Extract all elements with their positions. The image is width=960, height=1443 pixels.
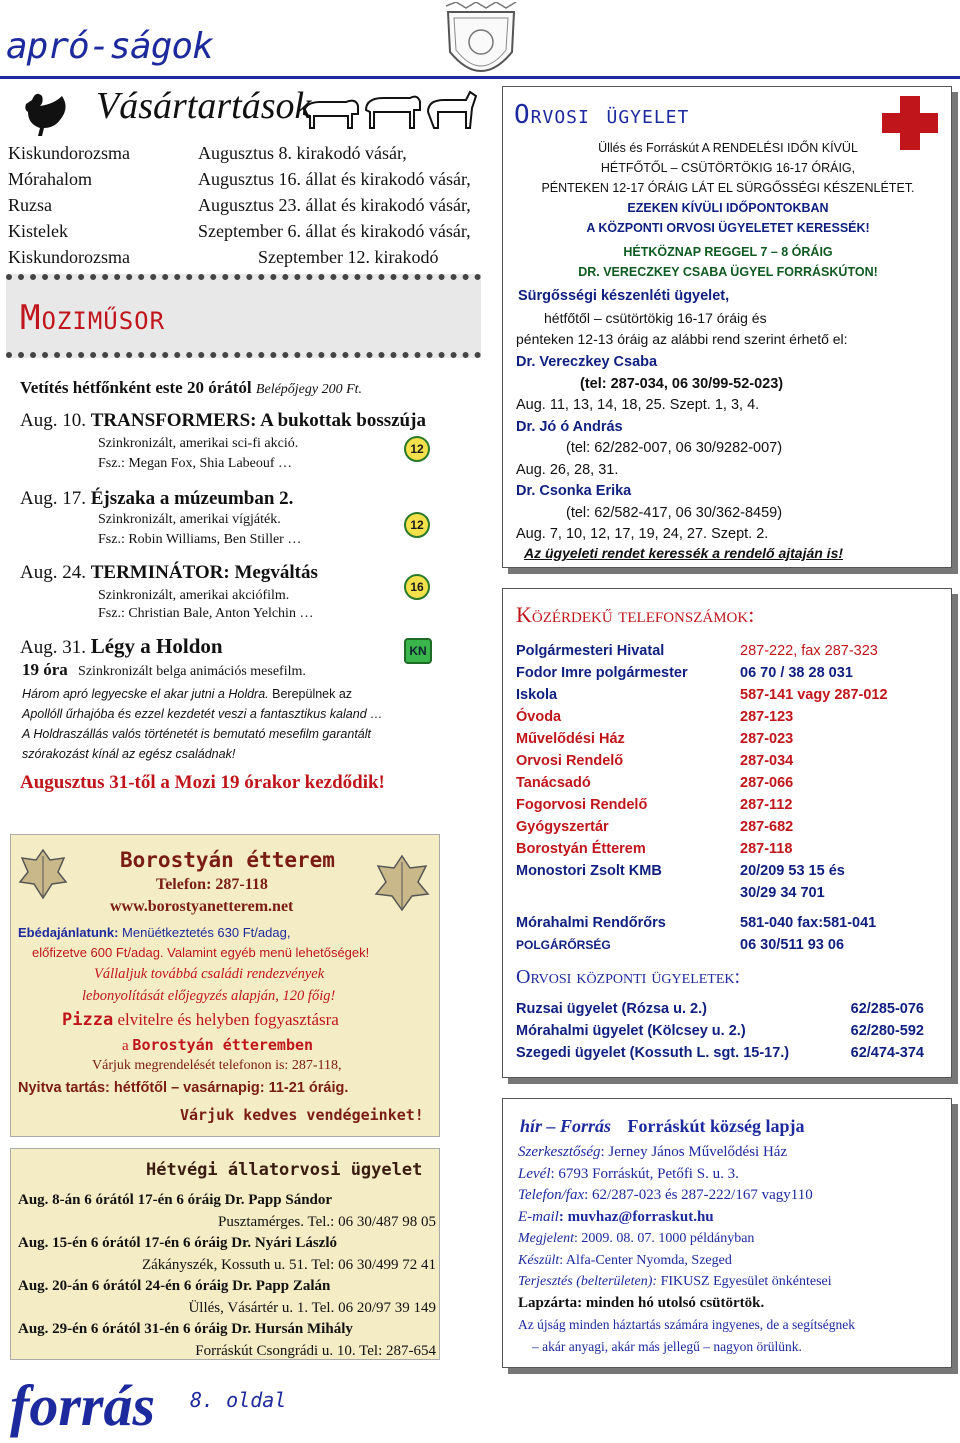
central-duty-title: Orvosi központi ügyeletek: [516,966,741,988]
phone-name: Művelődési Ház [516,731,625,747]
film-title: TERMINÁTOR: Megváltás [90,562,318,583]
table-row [516,912,944,934]
vet-title: Hétvégi állatorvosi ügyelet [146,1160,423,1180]
phone-name: Fodor Imre polgármester [516,665,688,681]
imprint-value: : 6793 Forráskút, Petőfi S. u. 3. [550,1165,739,1182]
masthead-name: hír – Forrás [520,1116,612,1136]
imprint-label: Készült [518,1252,560,1268]
imprint-value: : 62/287-023 és 287-222/167 vagy110 [584,1187,813,1203]
lunch-label: Ebédajánlatunk: [18,925,119,940]
table-row [516,934,944,956]
synopsis-5: szórakozást kínál az egész családnak! [22,747,236,761]
film-heading [20,634,223,659]
synopsis-4: A Holdraszállás valós történetét is bemutató mesefilm garantált [22,727,372,741]
duty-line: EZEKEN KÍVÜLI IDŐPONTOKBAN [627,201,829,215]
film-heading [20,410,426,432]
table-row [516,640,944,662]
lunch-text-2: előfizetve 600 Ft/adag. Valamint egyéb menü lehetőségek! [32,945,370,960]
market-town: Kistelek [8,221,68,241]
central-duty-table [516,998,944,1064]
phone-number: 06 30/511 93 06 [740,937,845,953]
market-town: Kiskundorozsma [8,247,130,267]
schedule-text: Vetítés hétfőnként este 20 órától [20,378,252,397]
table-row [516,816,944,838]
film-desc: Szinkronizált, amerikai akciófilm. [98,588,290,603]
vet-line: Aug. 29-én 6 órától 31-én 6 óráig Dr. Hursán Mihály [18,1321,353,1337]
rooster-icon [14,88,74,138]
vet-address: Üllés, Vásártér u. 1. Tel. 06 20/97 39 149 [188,1299,436,1316]
vet-line: Aug. 20-án 6 órától 24-én 6 óráig Dr. Papp Zalán [18,1278,331,1294]
film-desc: Szinkronizált, amerikai vígjáték. [98,512,281,527]
phone-name: Óvoda [516,709,562,725]
phone-name: Polgármesteri Hivatal [516,643,665,659]
film-synopsis [22,684,440,764]
markets-heading: Vásártartások [96,85,312,127]
section-title: apró-ságok [6,26,213,67]
imprint-details [518,1142,948,1357]
masthead-sub: Forráskút község lapja [627,1116,805,1136]
film-heading [20,562,318,584]
phone-number: 287-123 [740,709,794,725]
doctor-days: Aug. 26, 28, 31. [516,461,619,478]
film-date: Aug. 24. [20,562,86,583]
table-row [516,750,944,772]
phone-number: 581-040 fax:581-041 [740,915,877,931]
film-cast: Fsz.: Megan Fox, Shia Labeouf … [98,456,293,471]
phone-directory-title: Közérdekű telefonszámok: [516,602,755,627]
opening-hours [18,1080,348,1096]
markets-table [8,140,478,296]
phone-name: Iskola [516,687,558,703]
lunch-text: Menüétkeztetés 630 Ft/adag, [122,925,291,940]
pizza-a: a [122,1038,129,1054]
lunch-offer [18,925,290,940]
pizza-line [62,1010,339,1030]
restaurant-phone: Telefon: 287-118 [156,876,268,893]
table-row [516,998,944,1020]
market-event: Augusztus 8. kirakodó vásár, [198,143,407,163]
livestock-icon [300,84,480,134]
phone-number: 287-023 [740,731,794,747]
doctor-name: Dr. Csonka Erika [516,483,632,499]
duty-number: 62/474-374 [850,1045,924,1061]
film-date: Aug. 31. [20,637,86,658]
phone-name: Fogorvosi Rendelő [516,797,648,813]
film-time: 19 óra [22,660,68,679]
market-town: Ruzsa [8,195,52,215]
ivy-leaf-icon [372,852,432,914]
age-rating-badge: 12 [404,436,430,462]
duty-line: A KÖZPONTI ORVOSI ÜGYELETET KERESSÉK! [586,221,870,235]
phone-name: POLGÁRŐRSÉG [516,938,611,952]
synopsis-2: Berepülnek az [272,687,353,701]
vet-address: Forráskút Csongrádi u. 10. Tel: 287-654 [195,1342,436,1359]
film-time-line [22,660,306,680]
duty-place: Szegedi ügyelet (Kossuth L. sgt. 15-17.) [516,1045,790,1061]
phone-name: Monostori Zsolt KMB [516,863,662,879]
doctor-tel: (tel: 62/582-417, 06 30/362-8459) [566,504,783,521]
imprint-label: Szerkesztőség [518,1144,601,1160]
duty-line: PÉNTEKEN 12-17 ÓRÁIG LÁT EL SÜRGŐSSÉGI KÉSZENLÉTET. [541,181,915,195]
hours-text: : hétfőtől – vasárnapig: 11-21 óráig. [105,1080,349,1096]
phone-name: Borostyán Étterem [516,841,646,857]
film-title: Légy a Holdon [90,634,223,658]
table-row [516,706,944,728]
phone-name [516,882,740,904]
doctor-tel: (tel: 62/282-007, 06 30/9282-007) [566,440,783,456]
imprint-label: Levél [518,1165,551,1182]
duty-line: DR. VERECZKEY CSABA ÜGYEL FORRÁSKÚTON! [578,265,878,279]
phone-number: 30/29 34 701 [740,885,825,901]
imprint-value: : Alfa-Center Nyomda, Szeged [559,1252,732,1268]
urgent-care-line: Sürgősségi készenléti ügyelet, [518,288,730,304]
film-date: Aug. 10. [20,410,86,431]
duty-place: Ruzsai ügyelet (Rózsa u. 2.) [516,1001,707,1017]
table-row [516,882,944,904]
imprint-label: Telefon/fax [518,1187,585,1203]
donation-notice: – akár anyagi, akár más jellegű – nagyon örülünk. [532,1338,802,1354]
table-row [516,838,944,860]
list-item [8,192,478,218]
pizza-place-line [122,1036,313,1055]
medical-duty-intro [508,138,948,282]
table-row [516,794,944,816]
page-number: 8. oldal [190,1388,287,1412]
imprint-value: FIKUSZ Egyesület önkéntesei [660,1274,832,1289]
vet-address: Pusztamérges. Tel.: 06 30/487 98 05 [218,1213,436,1230]
market-event: Augusztus 16. állat és kirakodó vásár, [198,169,471,189]
table-row [516,684,944,706]
duty-line: HÉTKÖZNAP REGGEL 7 – 8 ÓRÁIG [623,245,833,259]
film-cast: Fsz.: Robin Williams, Ben Stiller … [98,532,302,547]
duty-place: Mórahalmi ügyelet (Kölcsey u. 2.) [516,1023,746,1039]
doctor-tel: (tel: 287-034, 06 30/99-52-023) [580,375,784,392]
restaurant-name: Borostyán étterem [120,848,335,872]
phone-number: 20/209 53 15 és [740,863,845,879]
phone-number: 587-141 vagy 287-012 [740,687,888,703]
family-events-1: Vállaljuk továbbá családi rendezvények [94,966,325,982]
medical-duty-title: Orvosi ügyelet [514,100,690,130]
vet-line: Aug. 15-én 6 órától 17-én 6 óráig Dr. Nyári László [18,1235,337,1251]
age-rating-badge: 12 [404,512,430,538]
phone-number: 287-066 [740,775,794,791]
phone-number: 287-682 [740,819,794,835]
imprint-label: Terjesztés (belterületen): [518,1274,658,1289]
free-notice: Az újság minden háztartás számára ingyenes, de a segítségnek [518,1317,855,1332]
imprint-label: E-mail [518,1208,559,1225]
film-cast: Fsz.: Christian Bale, Anton Yelchin … [98,606,314,621]
film-title: TRANSFORMERS: A bukottak bosszúja [90,410,426,431]
table-row [516,662,944,684]
imprint-value: : 2009. 08. 07. 1000 példányban [573,1231,755,1246]
doctor-days: Aug. 7, 10, 12, 17, 19, 24, 27. Szept. 2. [516,526,769,542]
masthead [520,1116,805,1137]
phone-number: 287-222, fax 287-323 [740,643,878,659]
welcome-line: Várjuk kedves vendégeinket! [180,1106,424,1124]
deadline: Lapzárta: minden hó utolsó csütörtök. [518,1294,765,1311]
market-event: Szeptember 6. állat és kirakodó vásár, [198,221,471,241]
list-item [8,140,478,166]
table-row [516,860,944,882]
hours-label: Nyitva tartás [18,1080,106,1096]
age-rating-badge: 16 [404,574,430,600]
urgent-care-rule: pénteken 12-13 óráig az alábbi rend szerint érhető el: [516,331,848,347]
duty-footer: Az ügyeleti rendet keressék a rendelő ajtaján is! [524,545,844,561]
film-desc: Szinkronizált, amerikai sci-fi akció. [98,436,299,451]
doctor-list [516,352,946,546]
vet-list [18,1190,436,1362]
pizza-text: elvitelre és helyben fogyasztásra [117,1010,339,1029]
pizza-word: Pizza [62,1010,114,1030]
ivy-leaf-icon [18,846,68,902]
list-item [8,218,478,244]
phone-table [516,640,944,956]
phone-number: 287-112 [740,797,793,813]
film-desc: Szinkronizált belga animációs mesefilm. [78,664,306,679]
duty-line: Üllés és Forráskút A RENDELÉSI IDŐN KÍVÜL [598,141,858,155]
table-row [516,1042,944,1064]
table-row [516,728,944,750]
phone-name: Mórahalmi Rendőrőrs [516,915,666,931]
market-event: Szeptember 12. kirakodó [258,247,439,267]
phone-number: 287-034 [740,753,794,769]
synopsis-3: Apollóll űrhajóba és ezzel kezdetét veszi a fantasztikus kaland … [22,707,383,721]
email-link[interactable]: : muvhaz@forraskut.hu [558,1208,714,1225]
phone-number: 287-118 [740,841,793,857]
order-phone: Várjuk megrendelését telefonon is: 287-118, [92,1058,342,1073]
urgent-care-hours: hétfőtől – csütörtökig 16-17 óráig és [544,310,767,326]
cinema-title: Moziműsor [20,298,166,338]
phone-name: Tanácsadó [516,775,591,791]
age-rating-badge: KN [404,638,432,664]
imprint-label: Megjelent [518,1231,574,1246]
duty-number: 62/280-592 [850,1023,924,1039]
vet-address: Zákányszék, Kossuth u. 51. Tel: 06 30/499 72 41 [141,1256,436,1273]
phone-name: Orvosi Rendelő [516,753,624,769]
duty-line: HÉTFŐTŐL – CSÜTÖRTÖKIG 16-17 ÓRÁIG, [600,161,856,175]
duty-number: 62/285-076 [850,1001,924,1017]
phone-name: Gyógyszertár [516,819,609,835]
imprint-value: : Jerney János Művelődési Ház [600,1144,788,1160]
restaurant-web-link[interactable]: www.borostyanetterem.net [110,898,294,915]
coat-of-arms-icon [440,2,522,92]
list-item [8,166,478,192]
phone-number: 06 70 / 38 28 031 [740,665,853,681]
film-date: Aug. 17. [20,488,86,509]
vet-line: Aug. 8-án 6 órától 17-én 6 óráig Dr. Papp Sándor [18,1192,333,1208]
ticket-price: Belépőjegy 200 Ft. [255,382,363,397]
film-heading [20,488,293,510]
doctor-name: Dr. Jó ó András [516,418,623,435]
cinema-notice: Augusztus 31-től a Mozi 19 órakor kezdődik! [20,772,385,793]
synopsis-1: Három apró legyecske el akar jutni a Holdra. [22,687,269,701]
pizza-place: Borostyán étteremben [132,1036,314,1054]
forras-logo: forrás [10,1373,156,1438]
doctor-name: Dr. Vereczkey Csaba [516,354,658,370]
market-town: Kiskundorozsma [8,143,130,163]
cinema-schedule [20,378,362,398]
table-row [516,772,944,794]
table-row [516,1020,944,1042]
market-town: Mórahalom [8,169,92,189]
family-events-2: lebonyolítását előjegyzés alapján, 120 főig! [82,988,336,1004]
film-title: Éjszaka a múzeumban 2. [90,488,294,509]
doctor-days: Aug. 11, 13, 14, 18, 25. Szept. 1, 3, 4. [516,397,760,413]
market-event: Augusztus 23. állat és kirakodó vásár, [198,195,471,215]
